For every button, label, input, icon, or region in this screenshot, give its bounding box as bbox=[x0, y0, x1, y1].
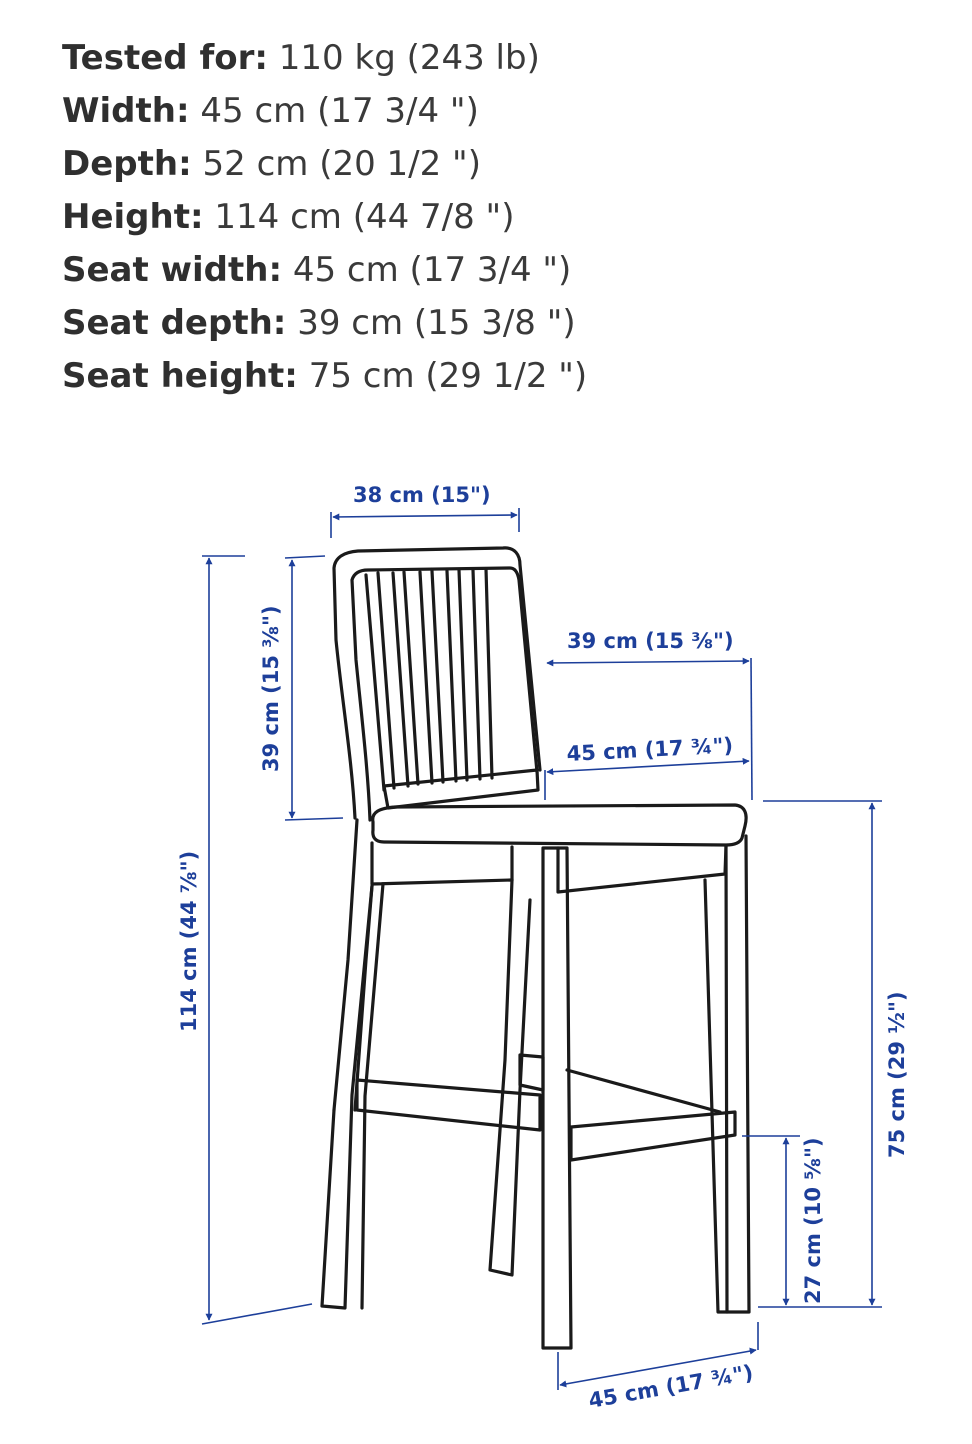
spec-label: Seat height: bbox=[62, 356, 298, 396]
spec-label: Depth: bbox=[62, 144, 192, 184]
spec-height bbox=[62, 193, 942, 246]
bar-stool-diagram bbox=[0, 440, 972, 1440]
spec-value: 45 cm (17 3/4 ") bbox=[200, 91, 479, 131]
spec-value: 114 cm (44 7/8 ") bbox=[214, 197, 515, 237]
backrest-height-label: 39 cm (15 ⅜") bbox=[259, 605, 283, 772]
spec-value: 75 cm (29 1/2 ") bbox=[308, 356, 588, 396]
dimension-drawing bbox=[0, 440, 972, 1440]
base-width-label: 45 cm (17 ¾") bbox=[586, 1360, 755, 1413]
specifications-list bbox=[62, 34, 942, 405]
spec-value: 39 cm (15 3/8 ") bbox=[297, 303, 576, 343]
spec-label: Seat width: bbox=[62, 250, 283, 290]
backrest-width-label: 38 cm (15") bbox=[353, 483, 491, 507]
seat-height-label: 75 cm (29 ½") bbox=[885, 991, 909, 1158]
spec-label: Height: bbox=[62, 197, 204, 237]
footrest-height-label: 27 cm (10 ⅝") bbox=[801, 1137, 825, 1304]
stool-outline bbox=[322, 548, 749, 1348]
spec-width bbox=[62, 87, 942, 140]
spec-value: 52 cm (20 1/2 ") bbox=[202, 144, 481, 184]
spec-label: Width: bbox=[62, 91, 190, 131]
spec-label: Seat depth: bbox=[62, 303, 287, 343]
total-height-label: 114 cm (44 ⅞") bbox=[177, 850, 201, 1032]
spec-seat-width bbox=[62, 246, 942, 299]
seat-depth-label: 39 cm (15 ⅜") bbox=[567, 629, 734, 653]
spec-depth bbox=[62, 140, 942, 193]
spec-seat-height bbox=[62, 352, 942, 405]
seat-width-label: 45 cm (17 ¾") bbox=[566, 733, 734, 766]
spec-label: Tested for: bbox=[62, 38, 268, 78]
spec-tested-for bbox=[62, 34, 942, 87]
spec-value: 110 kg (243 lb) bbox=[278, 38, 540, 78]
spec-seat-depth bbox=[62, 299, 942, 352]
spec-value: 45 cm (17 3/4 ") bbox=[292, 250, 572, 290]
